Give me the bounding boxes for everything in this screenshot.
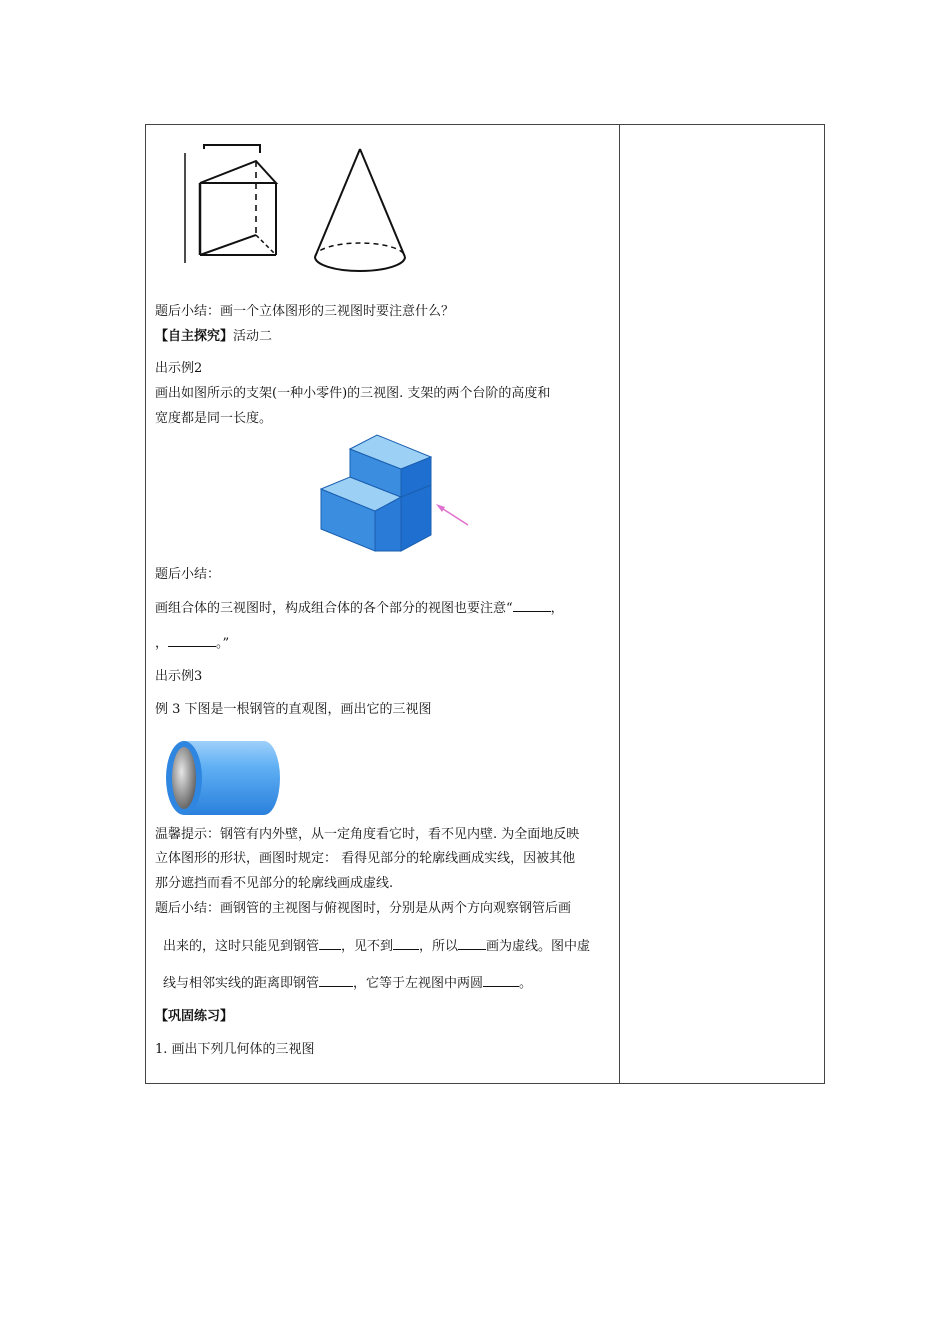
notes-cell xyxy=(620,125,824,1083)
summary-two-line-1-suffix: ， xyxy=(550,601,564,616)
practice-item-1: 1. 画出下列几何体的三视图 xyxy=(155,1042,315,1057)
summary-question: 题后小结：画一个立体图形的三视图时要注意什么？ xyxy=(155,304,455,319)
lesson-table xyxy=(145,124,825,1084)
answer-blank xyxy=(168,634,216,647)
main-cell xyxy=(146,125,619,1083)
answer-blank xyxy=(458,937,486,950)
answer-blank xyxy=(319,974,353,987)
activity-two-heading xyxy=(155,328,272,346)
practice-heading: 【巩固练习】 xyxy=(155,1009,234,1024)
summary-three-line-2 xyxy=(163,937,590,956)
example-two-heading: 出示例2 xyxy=(155,361,203,376)
summary-two-heading: 题后小结： xyxy=(155,567,221,582)
example-two-line-1: 画出如图所示的支架(一种小零件)的三视图. 支架的两个台阶的高度和 xyxy=(155,386,551,401)
answer-blank xyxy=(319,937,341,950)
answer-blank xyxy=(513,599,551,612)
answer-blank xyxy=(483,974,519,987)
summary-two-line-1-text: 画组合体的三视图时，构成组合体的各个部分的视图也要注意“ xyxy=(155,601,513,616)
triangular-prism-figure xyxy=(180,143,298,269)
summary-three-line-3-part-b: ，它等于左视图中两圆 xyxy=(353,976,484,991)
summary-three-line-1: 题后小结：画钢管的主视图与俯视图时，分别是从两个方向观察钢管后画 xyxy=(155,901,572,916)
tip-line-3: 那分遮挡而看不见部分的轮廓线画成虚线. xyxy=(155,876,394,891)
summary-two-line-2 xyxy=(155,634,229,653)
answer-blank xyxy=(393,937,419,950)
steel-pipe-figure xyxy=(164,737,284,819)
summary-three-line-2-part-a: 出来的，这时只能见到钢管 xyxy=(163,939,320,954)
activity-two-bracket: 【自主探究】 xyxy=(155,329,234,344)
summary-three-line-2-part-c: ，所以 xyxy=(419,939,459,954)
tip-line-2: 立体图形的形状，画图时规定： 看得见部分的轮廓线画成实线，因被其他 xyxy=(155,851,576,866)
summary-three-line-3 xyxy=(163,974,532,993)
example-two-line-2: 宽度都是同一长度。 xyxy=(155,411,273,426)
summary-three-line-3-part-a: 线与相邻实线的距离即钢管 xyxy=(163,976,320,991)
tip-line-1: 温馨提示：钢管有内外壁，从一定角度看它时，看不见内壁. 为全面地反映 xyxy=(155,827,580,842)
summary-three-line-2-part-b: ，见不到 xyxy=(341,939,394,954)
activity-two-title: 活动二 xyxy=(233,329,273,344)
example-three-heading: 出示例3 xyxy=(155,669,203,684)
summary-three-line-2-part-d: 画为虚线。图中虚 xyxy=(486,939,591,954)
cone-figure xyxy=(310,147,410,275)
bracket-block-figure xyxy=(318,425,478,557)
example-three-line: 例 3 下图是一根钢管的直观图，画出它的三视图 xyxy=(155,702,432,717)
summary-two-line-2-suffix: 。” xyxy=(216,636,230,651)
summary-two-line-2-prefix: ， xyxy=(155,636,169,651)
summary-three-line-3-part-c: 。 xyxy=(519,976,533,991)
summary-two-line-1 xyxy=(155,599,564,618)
